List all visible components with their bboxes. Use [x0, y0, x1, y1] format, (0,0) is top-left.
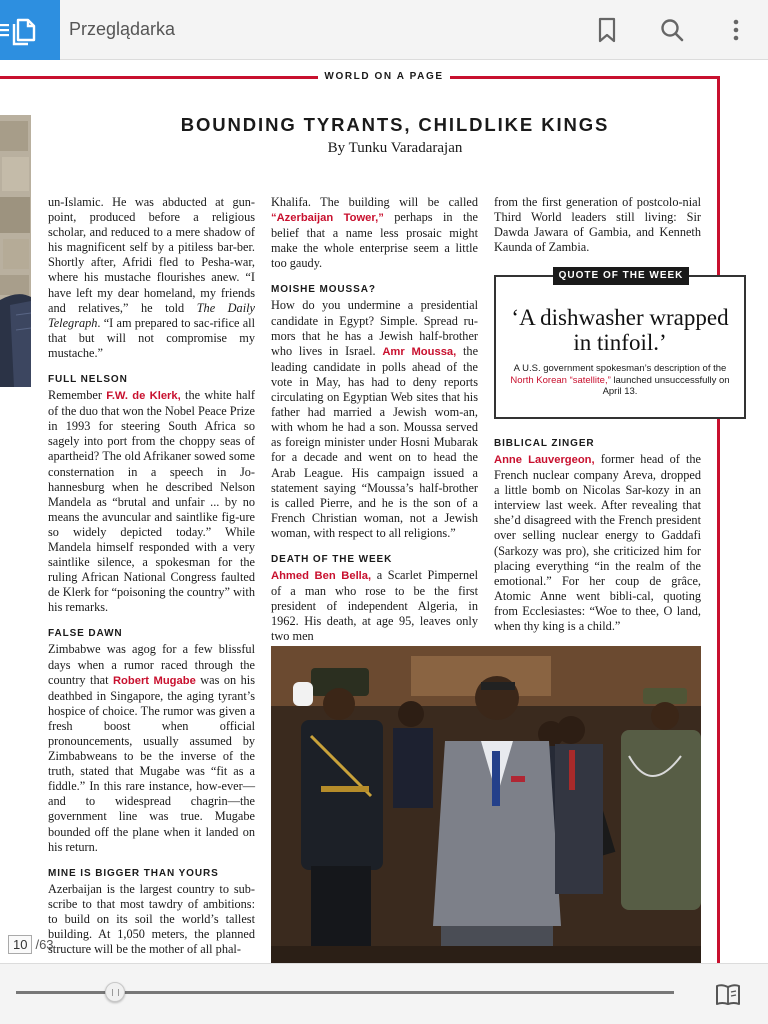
- highlight-name: “Azerbaijan Tower,”: [271, 212, 384, 225]
- subhead-full-nelson: FULL NELSON: [48, 374, 128, 386]
- reading-mode-button[interactable]: [714, 982, 742, 1008]
- paragraph: Zimbabwe was agog for a few blissful days when a rumor raced through the country that Robert Mugabe was on his deathbed in Singapore, the aging tyrant’s hospice of choice. The rumor was given a fresh boost when official pronouncements, usually assumed by Zimbabweans to be the inverse of the truth, stated that Mugabe was “fit as a fiddle.” In this rare instance, how-ever—and to widespread chagrin—the government line was true. Mugabe bounded off the plane when it landed on his return.: [48, 642, 256, 854]
- article-byline: By Tunku Varadarajan: [327, 140, 463, 156]
- article-column-3: [494, 195, 701, 255]
- magazine-page[interactable]: [0, 60, 768, 963]
- quote-caption: A U.S. government spokesman’s description of the North Korean “satellite,” launched unsuccessfully on April 13.: [510, 363, 730, 397]
- highlight-name: Robert Mugabe: [112, 674, 196, 687]
- highlight-name: Anne Lauvergeon,: [494, 454, 595, 466]
- page-current[interactable]: 10: [8, 935, 32, 954]
- quote-text: ‘A dishwasher wrapped in tinfoil.’: [511, 305, 729, 355]
- app-bar: [0, 0, 768, 60]
- more-vert-icon: [721, 15, 751, 45]
- subhead-false-dawn: FALSE DAWN: [48, 628, 123, 640]
- highlight-name: F.W. de Klerk,: [106, 390, 181, 403]
- subhead-biblical-zinger: BIBLICAL ZINGER: [494, 438, 595, 449]
- bottom-bar: [0, 963, 768, 1024]
- paragraph: Anne Lauvergeon, former head of the French nuclear company Areva, dropped a little bomb on Nicolas Sar-kozy in an interview last week. After revealing that she’d disagreed with the French president over selling nuclear energy to Gaddafi (Sarkozy was pro), she criticized him for placing everything “in the realm of the emotional.” For her coup de grâce, Atomic Anne went bibli-cal, quoting from Ecclesiastes: “Woe to thee, O land, when thy king is a child.”: [494, 452, 701, 634]
- highlight-name: Amr Moussa,: [382, 345, 457, 358]
- grip-icon: [112, 989, 119, 996]
- section-rule-right: [450, 76, 720, 79]
- paragraph: un-Islamic. He was abducted at gun-point, produced before a religious scholar, and reduced to a mere shadow of his magnificent self by a pitiless bar-ber. Shortly after, Afridi fled to Pesha-war, where his mustache flourishes anew. “I have left my dear homeland, my friends and relatives,” he told The Daily Telegraph. “I am prepared to sac-rifice all that but will not compromise my mustache.”: [48, 195, 255, 360]
- book-icon: [714, 982, 742, 1008]
- search-icon: [657, 15, 687, 45]
- article-column-3-lower: [494, 437, 701, 634]
- section-label: WORLD ON A PAGE: [324, 71, 444, 82]
- more-options-button[interactable]: [721, 15, 751, 45]
- subhead-mine-is-bigger: MINE IS BIGGER THAN YOURS: [48, 867, 219, 879]
- subhead-moishe-moussa: MOISHE MOUSSA?: [271, 284, 376, 296]
- quote-box: [494, 270, 746, 419]
- page-border-right: [717, 76, 720, 963]
- app-title: Przeglądarka: [69, 19, 176, 39]
- paragraph: How do you undermine a presidential candidate in Egypt? Simple. Spread ru-mors that he has a Jewish half-brother who lives in Israel. Amr Moussa, the leading candidate in polls ahead of the vote in May, has had to deny reports circulating on Egyptian Web sites that his father had married a Jewish wom-an, with whom he had a son. Moussa served as foreign minister under Hosni Mubarak for a decade and went on to head the Arab League. His campaign issued a statement saying “Moussa’s half-brother is called Pierre, and he is the son of a French Christian woman, not a Jewish woman, with respect to all religions.”: [271, 298, 479, 540]
- left-edge-photo: [0, 115, 31, 387]
- page-slider-thumb[interactable]: [105, 982, 125, 1002]
- highlight-name: Ahmed Ben Bella,: [271, 569, 372, 582]
- news-photo: [271, 646, 701, 963]
- paragraph: from the first generation of postcolo-nial Third World leaders still living: Sir Dawda Jawara of Gambia, and Kenneth Kaunda of Zambia.: [494, 195, 701, 255]
- document-button[interactable]: [0, 0, 60, 60]
- article-headline: BOUNDING TYRANTS, CHILDLIKE KINGS: [180, 114, 610, 135]
- paragraph: Khalifa. The building will be called “Azerbaijan Tower,” perhaps in the belief that a name less prosaic might make the whole enterprise seem a little too gaudy.: [271, 195, 478, 271]
- paragraph: Remember F.W. de Klerk, the white half of the duo that won the Nobel Peace Prize in 1993 for steering South Africa so sagely into port from the choppy seas of apartheid? The old Afrikaner sowed some consternation in a speech in Jo-hannesburg when he described Nelson Mandela as “brutal and unfair ... by no means the avuncular and saintlike fig-ure so widely depicted today.” While Mandela himself responded with a very saintlike silence, a spokesman for the ruling African National Congress faulted de Klerk for “poisoning the country” with his remarks.: [48, 388, 256, 615]
- article-column-2: [271, 195, 478, 644]
- quote-label: QUOTE OF THE WEEK: [553, 267, 689, 285]
- bookmark-button[interactable]: [592, 15, 622, 45]
- page-total: /63: [35, 937, 54, 952]
- article-column-1: [48, 195, 255, 957]
- paragraph: Ahmed Ben Bella, a Scarlet Pimpernel of a man who rose to be the first president of independent Algeria, in 1962. His death, at age 95, leaves only two men: [271, 567, 478, 644]
- bookmark-icon: [592, 15, 622, 45]
- section-rule-left: [0, 76, 318, 79]
- subhead-death-of-the-week: DEATH OF THE WEEK: [271, 553, 393, 565]
- page-counter[interactable]: [8, 935, 54, 957]
- search-button[interactable]: [657, 15, 687, 45]
- paragraph: Azerbaijan is the largest country to sub-scribe to that most tawdry of ambitions: to build on its soil the world’s tallest building. At 1,050 meters, the planned structure will be the mother of all phal-: [48, 881, 255, 957]
